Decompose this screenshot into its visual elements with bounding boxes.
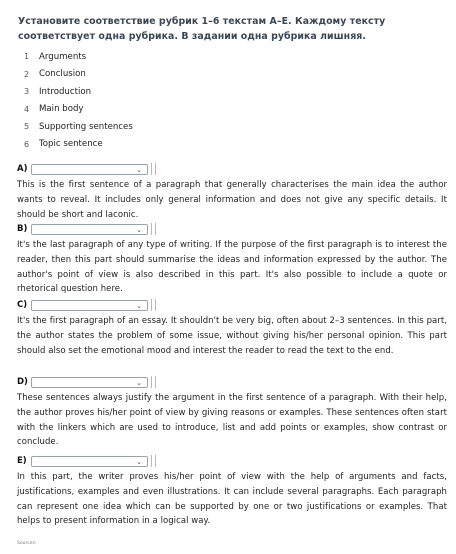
task-header: [17, 298, 447, 312]
task-letter: D): [17, 377, 28, 387]
rubric-number: 2: [24, 69, 30, 79]
rubric-number: 1: [24, 52, 30, 62]
drag-handle-icon[interactable]: [151, 223, 156, 235]
task-header: [17, 454, 447, 468]
answer-select[interactable]: [31, 377, 148, 388]
answer-select[interactable]: [31, 224, 148, 235]
rubric-list: [24, 48, 324, 153]
rubric-number: 3: [24, 87, 30, 97]
rubric-item: [24, 83, 324, 101]
chevron-down-icon: ⌄: [136, 225, 142, 234]
answer-select[interactable]: [31, 300, 148, 311]
chevron-down-icon: ⌄: [136, 301, 142, 310]
chevron-down-icon: ⌄: [136, 165, 142, 174]
task-letter: A): [17, 164, 28, 174]
task-header: [17, 222, 447, 236]
task-text: These sentences always justify the argument in the first sentence of a paragraph. With their help, the author proves his/her point of view by giving reasons or examples. These sentences often start with the linkers which are used to introduce, list and add points or examples, show contrast or conclude.: [17, 393, 447, 448]
rubric-label: Arguments: [39, 51, 87, 62]
rubric-label: Introduction: [39, 86, 92, 97]
task-letter: C): [17, 300, 28, 310]
rubric-label: Main body: [39, 104, 84, 115]
drag-handle-icon[interactable]: [151, 299, 156, 311]
drag-handle-icon[interactable]: [151, 163, 156, 175]
rubric-item: [24, 136, 324, 154]
rubric-number: 6: [24, 139, 30, 149]
sources-label: Sources:: [17, 541, 37, 546]
rubric-item: [24, 118, 324, 136]
drag-handle-icon[interactable]: [151, 376, 156, 388]
task-text: It's the last paragraph of any type of writing. If the purpose of the first paragraph is to interest the reader, then this part should summarise the ideas and information expressed by the author. The author's point of view is also described in this part. It's also possible to include a quote or rhetorical question here.: [17, 240, 447, 295]
task-d: [17, 375, 447, 450]
task-letter: E): [17, 456, 27, 466]
chevron-down-icon: ⌄: [136, 378, 142, 387]
task-e: [17, 454, 447, 529]
task-letter: B): [17, 224, 28, 234]
rubric-item: [24, 66, 324, 84]
rubric-label: Supporting sentences: [39, 121, 133, 132]
chevron-down-icon: ⌄: [136, 457, 142, 466]
task-header: [17, 162, 447, 176]
task-b: [17, 222, 447, 297]
task-text: It's the first paragraph of an essay. It shouldn't be very big, often about 2–3 sentences. In this part, the author states the problem of some issue, without giving his/her personal opinion. This part should also set the emotional mood and interest the reader to read the text to the end.: [17, 316, 447, 356]
rubric-label: Conclusion: [39, 69, 86, 80]
rubric-number: 4: [24, 104, 30, 114]
task-instruction: Установите соответствие рубрик 1–6 текстам А–Е. Каждому тексту соответствует одна рубрика. В задании одна рубрика лишняя.: [18, 16, 386, 42]
answer-select[interactable]: [31, 164, 148, 175]
task-header: [17, 375, 447, 389]
task-text: In this part, the writer proves his/her point of view with the help of arguments and facts, justifications, examples and even illustrations. It can include several paragraphs. Each paragraph can represent one idea which can be supported by one or two justifications or examples. That helps to present information in a logical way.: [17, 472, 447, 527]
task-c: [17, 298, 447, 358]
task-text: This is the first sentence of a paragraph that generally characterises the main idea the author wants to reveal. It includes only general information and does not give any specific details. It should be short and laconic.: [17, 180, 447, 220]
rubric-number: 5: [24, 122, 30, 132]
answer-select[interactable]: [31, 456, 148, 467]
rubric-label: Topic sentence: [39, 139, 103, 150]
drag-handle-icon[interactable]: [151, 455, 156, 467]
task-a: [17, 162, 447, 222]
rubric-item: [24, 101, 324, 119]
rubric-item: [24, 48, 324, 66]
